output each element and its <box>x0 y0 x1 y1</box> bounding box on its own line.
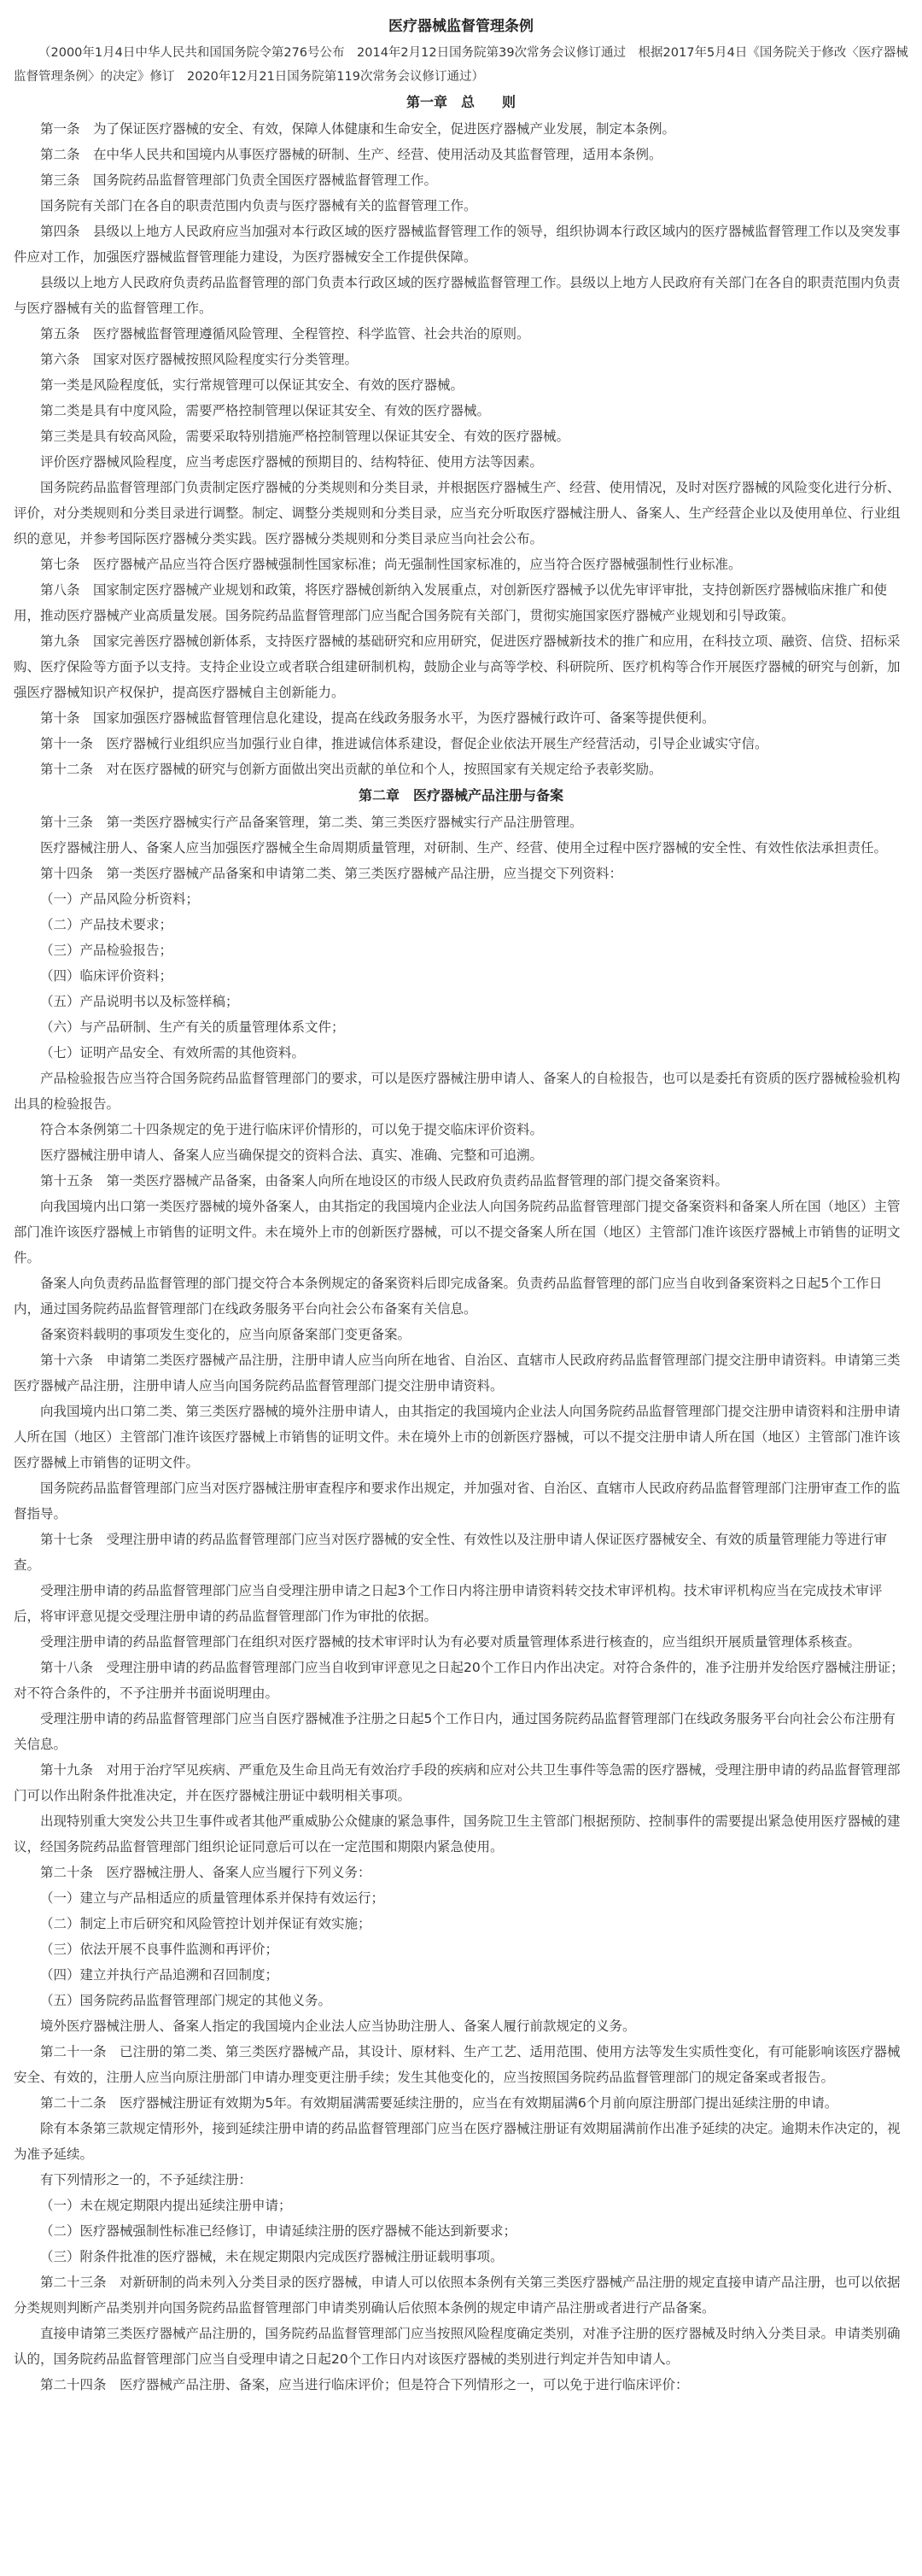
article-paragraph: 第二十二条 医疗器械注册证有效期为5年。有效期届满需要延续注册的，应当在有效期届满6个月前向原注册部门提出延续注册的申请。 <box>40 2095 838 2111</box>
article-paragraph: （五）国务院药品监督管理部门规定的其他义务。 <box>40 1993 332 2008</box>
article-paragraph: 第三类是具有较高风险，需要采取特别措施严格控制管理以保证其安全、有效的医疗器械。 <box>40 429 570 444</box>
article-paragraph: （一）建立与产品相适应的质量管理体系并保持有效运行； <box>40 1890 385 1906</box>
article-paragraph: 国务院药品监督管理部门应当对医疗器械注册审查程序和要求作出规定，并加强对省、自治区、直辖市人民政府药品监督管理部门注册审查工作的监督指导。 <box>14 1481 901 1522</box>
article-paragraph: 向我国境内出口第二类、第三类医疗器械的境外注册申请人，由其指定的我国境内企业法人向国务院药品监督管理部门提交注册申请资料和注册申请人所在国（地区）主管部门准许该医疗器械上市销售的证明文件。未在境外上市的创新医疗器械，可以不提交注册申请人所在国（地区）主管部门准许该医疗器械上市销售的证明文件。 <box>14 1404 901 1470</box>
article-paragraph: 受理注册申请的药品监督管理部门应当自医疗器械准予注册之日起5个工作日内，通过国务院药品监督管理部门在线政务服务平台向社会公布注册有关信息。 <box>14 1711 896 1752</box>
article-paragraph: （二）制定上市后研究和风险管控计划并保证有效实施； <box>40 1916 371 1931</box>
article-paragraph: 第三条 国务院药品监督管理部门负责全国医疗器械监督管理工作。 <box>40 172 438 188</box>
article-paragraph: 第十五条 第一类医疗器械产品备案，由备案人向所在地设区的市级人民政府负责药品监督管理的部门提交备案资料。 <box>40 1173 729 1189</box>
article-paragraph: （三）附条件批准的医疗器械，未在规定期限内完成医疗器械注册证载明事项。 <box>40 2249 504 2264</box>
article-paragraph: （一）未在规定期限内提出延续注册申请； <box>40 2198 292 2213</box>
article-paragraph: （二）产品技术要求； <box>40 917 173 932</box>
article-paragraph: 第六条 国家对医疗器械按照风险程度实行分类管理。 <box>40 352 359 367</box>
article-paragraph: 第十一条 医疗器械行业组织应当加强行业自律，推进诚信体系建设，督促企业依法开展生产经营活动，引导企业诚实守信。 <box>40 736 768 751</box>
article-paragraph: 国务院有关部门在各自的职责范围内负责与医疗器械有关的监督管理工作。 <box>40 198 477 213</box>
article-paragraph: 第五条 医疗器械监督管理遵循风险管理、全程管控、科学监管、社会共治的原则。 <box>40 326 530 342</box>
article-paragraph: 第十六条 申请第二类医疗器械产品注册，注册申请人应当向所在地省、自治区、直辖市人民政府药品监督管理部门提交注册申请资料。申请第三类医疗器械产品注册，注册申请人应当向国务院药品监督管理部门提交注册申请资料。 <box>14 1352 901 1393</box>
article-paragraph: （三）产品检验报告； <box>40 943 173 958</box>
document-title: 医疗器械监督管理条例 <box>388 18 534 35</box>
article-paragraph: 出现特别重大突发公共卫生事件或者其他严重威胁公众健康的紧急事件，国务院卫生主管部门根据预防、控制事件的需要提出紧急使用医疗器械的建议，经国务院药品监督管理部门组织论证同意后可以在一定范围和期限内紧急使用。 <box>14 1814 901 1855</box>
article-paragraph: （四）建立并执行产品追溯和召回制度； <box>40 1967 279 1983</box>
article-paragraph: 第一条 为了保证医疗器械的安全、有效，保障人体健康和生命安全，促进医疗器械产业发展，制定本条例。 <box>40 121 676 137</box>
article-paragraph: 备案人向负责药品监督管理的部门提交符合本条例规定的备案资料后即完成备案。负责药品监督管理的部门应当自收到备案资料之日起5个工作日内，通过国务院药品监督管理部门在线政务服务平台向社会公布备案有关信息。 <box>14 1276 883 1317</box>
article-paragraph: 第二十一条 已注册的第二类、第三类医疗器械产品，其设计、原材料、生产工艺、适用范围、使用方法等发生实质性变化，有可能影响该医疗器械安全、有效的，注册人应当向原注册部门申请办理变更注册手续；发生其他变化的，应当按照国务院药品监督管理部门的规定备案或者报告。 <box>14 2044 901 2085</box>
article-paragraph: 医疗器械注册人、备案人应当加强医疗器械全生命周期质量管理，对研制、生产、经营、使用全过程中医疗器械的安全性、有效性依法承担责任。 <box>40 840 888 856</box>
article-paragraph: 第十四条 第一类医疗器械产品备案和申请第二类、第三类医疗器械产品注册，应当提交下列资料： <box>40 866 623 881</box>
article-paragraph: 第二类是具有中度风险，需要严格控制管理以保证其安全、有效的医疗器械。 <box>40 403 491 418</box>
regulation-document <box>14 0 908 2398</box>
article-paragraph: 第二十四条 医疗器械产品注册、备案，应当进行临床评价；但是符合下列情形之一，可以免于进行临床评价： <box>40 2377 689 2392</box>
article-paragraph: 除有本条第三款规定情形外，接到延续注册申请的药品监督管理部门应当在医疗器械注册证有效期届满前作出准予延续的决定。逾期未作决定的，视为准予延续。 <box>14 2121 901 2162</box>
article-paragraph: 第一类是风险程度低，实行常规管理可以保证其安全、有效的医疗器械。 <box>40 377 464 393</box>
article-paragraph: 符合本条例第二十四条规定的免于进行临床评价情形的，可以免于提交临床评价资料。 <box>40 1122 544 1137</box>
article-paragraph: 境外医疗器械注册人、备案人指定的我国境内企业法人应当协助注册人、备案人履行前款规定的义务。 <box>40 2018 636 2034</box>
article-paragraph: 第十二条 对在医疗器械的研究与创新方面做出突出贡献的单位和个人，按照国家有关规定给予表彰奖励。 <box>40 762 662 777</box>
article-paragraph: 第十九条 对用于治疗罕见疾病、严重危及生命且尚无有效治疗手段的疾病和应对公共卫生事件等急需的医疗器械，受理注册申请的药品监督管理部门可以作出附条件批准决定，并在医疗器械注册证中载明相关事项。 <box>14 1762 901 1803</box>
article-paragraph: 第七条 医疗器械产品应当符合医疗器械强制性国家标准；尚无强制性国家标准的，应当符合医疗器械强制性行业标准。 <box>40 557 742 572</box>
article-paragraph: 向我国境内出口第一类医疗器械的境外备案人，由其指定的我国境内企业法人向国务院药品监督管理部门提交备案资料和备案人所在国（地区）主管部门准许该医疗器械上市销售的证明文件。未在境外上市的创新医疗器械，可以不提交备案人所在国（地区）主管部门准许该医疗器械上市销售的证明文件。 <box>14 1199 901 1265</box>
article-paragraph: 第二十三条 对新研制的尚未列入分类目录的医疗器械，申请人可以依照本条例有关第三类医疗器械产品注册的规定直接申请产品注册，也可以依据分类规则判断产品类别并向国务院药品监督管理部门申请类别确认后依照本条例的规定申请产品注册或者进行产品备案。 <box>14 2275 901 2316</box>
article-paragraph: 县级以上地方人民政府负责药品监督管理的部门负责本行政区域的医疗器械监督管理工作。县级以上地方人民政府有关部门在各自的职责范围内负责与医疗器械有关的监督管理工作。 <box>14 275 901 316</box>
article-paragraph: 国务院药品监督管理部门负责制定医疗器械的分类规则和分类目录，并根据医疗器械生产、经营、使用情况，及时对医疗器械的风险变化进行分析、评价，对分类规则和分类目录进行调整。制定、调整分类规则和分类目录，应当充分听取医疗器械注册人、备案人、生产经营企业以及使用单位、行业组织的意见，并参考国际医疗器械分类实践。医疗器械分类规则和分类目录应当向社会公布。 <box>14 480 901 546</box>
article-paragraph: 直接申请第三类医疗器械产品注册的，国务院药品监督管理部门应当按照风险程度确定类别，对准予注册的医疗器械及时纳入分类目录。申请类别确认的，国务院药品监督管理部门应当自受理申请之日起20个工作日内对该医疗器械的类别进行判定并告知申请人。 <box>14 2326 901 2367</box>
article-paragraph: （七）证明产品安全、有效所需的其他资料。 <box>40 1045 306 1060</box>
article-paragraph: 第八条 国家制定医疗器械产业规划和政策，将医疗器械创新纳入发展重点，对创新医疗器械予以优先审评审批，支持创新医疗器械临床推广和使用，推动医疗器械产业高质量发展。国务院药品监督管理部门应当配合国务院有关部门，贯彻实施国家医疗器械产业规划和引导政策。 <box>14 582 888 623</box>
article-paragraph: 第四条 县级以上地方人民政府应当加强对本行政区域的医疗器械监督管理工作的领导，组织协调本行政区域内的医疗器械监督管理工作以及突发事件应对工作，加强医疗器械监督管理能力建设，为医疗器械安全工作提供保障。 <box>14 224 901 265</box>
article-paragraph: （一）产品风险分析资料； <box>40 891 200 907</box>
article-paragraph: 备案资料载明的事项发生变化的，应当向原备案部门变更备案。 <box>40 1327 411 1342</box>
article-paragraph: 医疗器械注册申请人、备案人应当确保提交的资料合法、真实、准确、完整和可追溯。 <box>40 1148 544 1163</box>
article-paragraph: （五）产品说明书以及标签样稿； <box>40 994 239 1009</box>
article-paragraph: （六）与产品研制、生产有关的质量管理体系文件； <box>40 1019 345 1035</box>
article-paragraph: 受理注册申请的药品监督管理部门在组织对医疗器械的技术审评时认为有必要对质量管理体系进行核查的，应当组织开展质量管理体系核查。 <box>40 1634 861 1650</box>
article-paragraph: 有下列情形之一的，不予延续注册： <box>40 2172 253 2188</box>
article-paragraph: 第十七条 受理注册申请的药品监督管理部门应当对医疗器械的安全性、有效性以及注册申请人保证医疗器械安全、有效的质量管理能力等进行审查。 <box>14 1532 888 1573</box>
chapter-heading: 第一章 总 则 <box>406 94 516 110</box>
article-paragraph: （二）医疗器械强制性标准已经修订，申请延续注册的医疗器械不能达到新要求； <box>40 2223 517 2239</box>
article-paragraph: 产品检验报告应当符合国务院药品监督管理部门的要求，可以是医疗器械注册申请人、备案人的自检报告，也可以是委托有资质的医疗器械检验机构出具的检验报告。 <box>14 1071 901 1112</box>
article-paragraph: （三）依法开展不良事件监测和再评价； <box>40 1942 279 1957</box>
article-paragraph: 第十条 国家加强医疗器械监督管理信息化建设，提高在线政务服务水平，为医疗器械行政许可、备案等提供便利。 <box>40 710 715 726</box>
article-paragraph: 第九条 国家完善医疗器械创新体系，支持医疗器械的基础研究和应用研究，促进医疗器械新技术的推广和应用，在科技立项、融资、信贷、招标采购、医疗保险等方面予以支持。支持企业设立或者联合组建研制机构，鼓励企业与高等学校、科研院所、医疗机构等合作开展医疗器械的研究与创新，加强医疗器械知识产权保护，提高医疗器械自主创新能力。 <box>14 634 901 700</box>
article-paragraph: 评价医疗器械风险程度，应当考虑医疗器械的预期目的、结构特征、使用方法等因素。 <box>40 454 544 470</box>
document-subtitle: （2000年1月4日中华人民共和国国务院令第276号公布 2014年2月12日国务院第39次常务会议修订通过 根据2017年5月4日《国务院关于修改〈医疗器械监督管理条例〉的决定》修订 2020年12月21日国务院第119次常务会议修订通过） <box>14 46 908 84</box>
chapter-heading: 第二章 医疗器械产品注册与备案 <box>358 787 563 803</box>
article-paragraph: 第二条 在中华人民共和国境内从事医疗器械的研制、生产、经营、使用活动及其监督管理，适用本条例。 <box>40 147 662 162</box>
article-paragraph: （四）临床评价资料； <box>40 968 173 984</box>
document-body <box>14 89 908 2398</box>
article-paragraph: 第十三条 第一类医疗器械实行产品备案管理，第二类、第三类医疗器械实行产品注册管理。 <box>40 815 583 830</box>
article-paragraph: 受理注册申请的药品监督管理部门应当自受理注册申请之日起3个工作日内将注册申请资料转交技术审评机构。技术审评机构应当在完成技术审评后，将审评意见提交受理注册申请的药品监督管理部门作为审批的依据。 <box>14 1583 883 1624</box>
article-paragraph: 第二十条 医疗器械注册人、备案人应当履行下列义务： <box>40 1865 371 1880</box>
article-paragraph: 第十八条 受理注册申请的药品监督管理部门应当自收到审评意见之日起20个工作日内作出决定。对符合条件的，准予注册并发给医疗器械注册证；对不符合条件的，不予注册并书面说明理由。 <box>14 1660 904 1701</box>
